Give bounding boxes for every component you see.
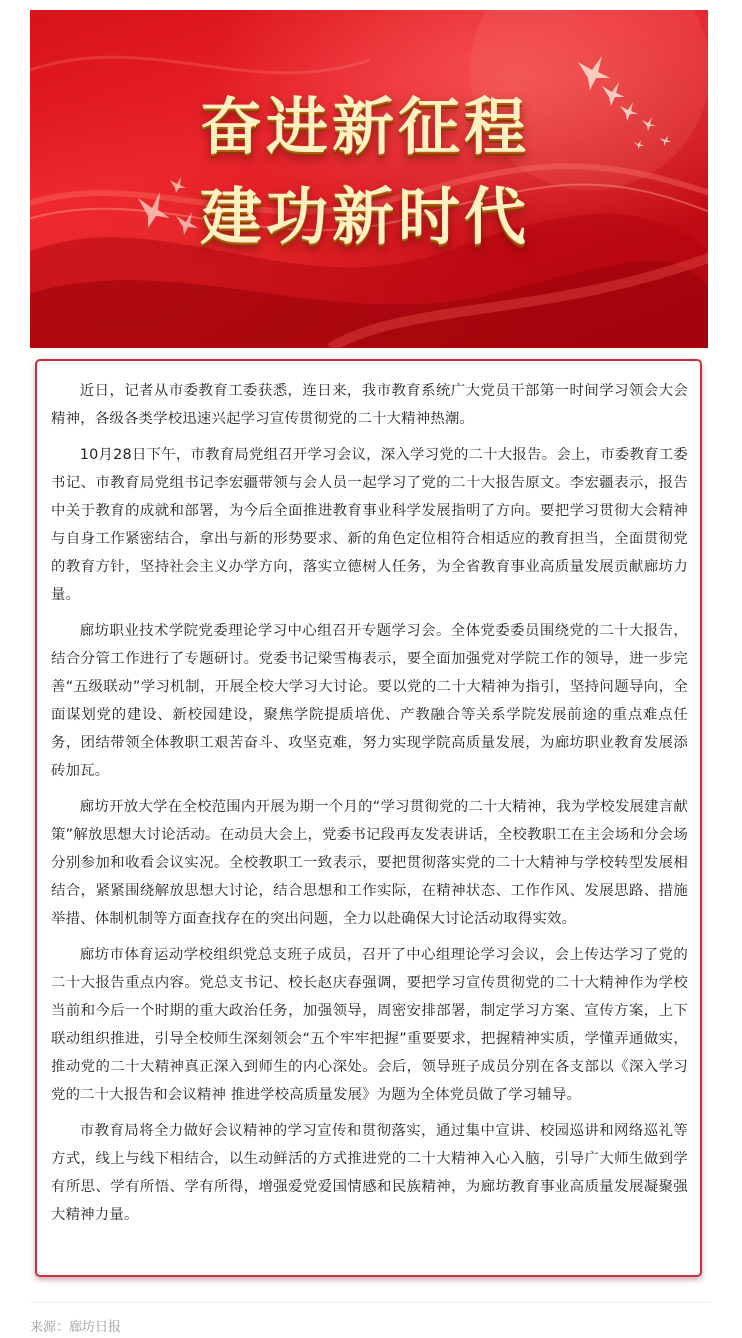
header-banner-image (30, 10, 708, 348)
banner-title-line-2: 建功新时代 (200, 180, 531, 253)
article-paragraph-2: 10月28日下午，市教育局党组召开学习会议，深入学习党的二十大报告。会上，市委教育工委书记、市教育局党组书记李宏疆带领与会人员一起学习了党的二十大报告原文。李宏疆表示，报告中关于教育的成就和部署，为今后全面推进教育事业科学发展指明了方向。要把学习贯彻大会精神与自身工作紧密结合，拿出与新的形势要求、新的角色定位相符合相适应的教育担当，全面贯彻党的教育方针，坚持社会主义办学方向，落实立德树人任务，为全省教育事业高质量发展贡献廊坊力量。 (51, 447, 688, 603)
article-paragraph-3: 廊坊职业技术学院党委理论学习中心组召开专题学习会。全体党委委员围绕党的二十大报告，结合分管工作进行了专题研讨。党委书记梁雪梅表示，要全面加强党对学院工作的领导，进一步完善“五级联动”学习机制，开展全校大学习大讨论。要以党的二十大精神为指引，坚持问题导向，全面谋划党的建设、新校园建设，聚焦学院提质培优、产教融合等关系学院发展前途的重点难点任务，团结带领全体教职工艰苦奋斗、攻坚克难，努力实现学院高质量发展，为廊坊职业教育发展添砖加瓦。 (51, 623, 688, 779)
banner-decoration (30, 10, 708, 348)
footer-divider (30, 1302, 710, 1303)
banner-title-line-1: 奋进新征程 (200, 90, 531, 163)
article-paragraph-1: 近日，记者从市委教育工委获悉，连日来，我市教育系统广大党员干部第一时间学习领会大会精神，各级各类学校迅速兴起学习宣传贯彻党的二十大精神热潮。 (51, 383, 688, 427)
source-attribution: 来源：廊坊日报 (30, 1320, 122, 1335)
article-paragraph-6: 市教育局将全力做好会议精神的学习宣传和贯彻落实，通过集中宣讲、校园巡讲和网络巡礼等方式，线上与线下相结合，以生动鲜活的方式推进党的二十大精神入心入脑，引导广大师生做到学有所思、学有所悟、学有所得，增强爱党爱国情感和民族精神，为廊坊教育事业高质量发展凝聚强大精神力量。 (51, 1123, 688, 1223)
article-paragraph-4: 廊坊开放大学在全校范围内开展为期一个月的“学习贯彻党的二十大精神，我为学校发展建言献策”解放思想大讨论活动。在动员大会上，党委书记段再友发表讲话，全校教职工在主会场和分会场分别参加和收看会议实况。全校教职工一致表示，要把贯彻落实党的二十大精神与学校转型发展相结合，紧紧围绕解放思想大讨论，结合思想和工作实际，在精神状态、工作作风、发展思路、措施举措、体制机制等方面查找存在的突出问题，全力以赴确保大讨论活动取得实效。 (51, 799, 688, 927)
article-body (35, 359, 702, 1277)
article-paragraph-5: 廊坊市体育运动学校组织党总支班子成员，召开了中心组理论学习会议，会上传达学习了党的二十大报告重点内容。党总支书记、校长赵庆春强调，要把学习宣传贯彻党的二十大精神作为学校当前和今后一个时期的重大政治任务，加强领导，周密安排部署，制定学习方案、宣传方案，上下联动组织推进，引导全校师生深刻领会“五个牢牢把握”重要要求，把握精神实质，学懂弄通做实，推动党的二十大精神真正深入到师生的内心深处。会后，领导班子成员分别在各支部以《深入学习党的二十大报告和会议精神 推进学校高质量发展》为题为全体党员做了学习辅导。 (51, 947, 688, 1103)
